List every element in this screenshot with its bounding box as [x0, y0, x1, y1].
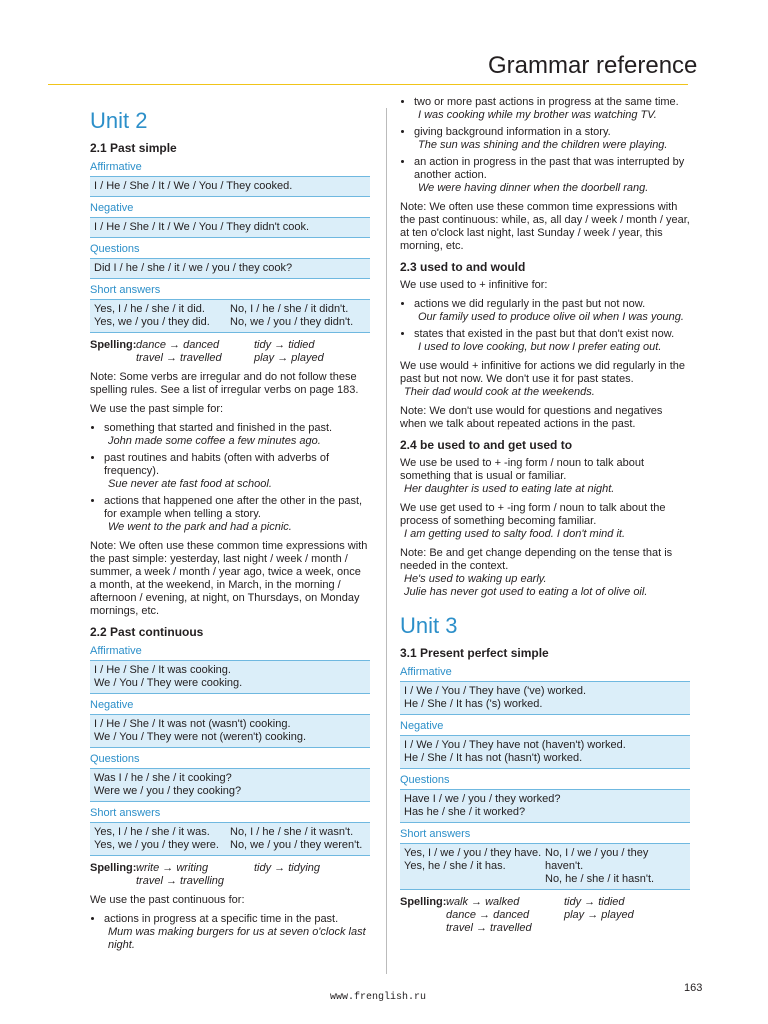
list-item: • states that existed in the past but that don't exist now. I used to love cooking, but now I prefer eating out.	[414, 328, 690, 354]
spelling-block	[90, 339, 370, 365]
example: John made some coffee a few minutes ago.	[108, 435, 321, 447]
example: Sue never ate fast food at school.	[108, 478, 272, 490]
spelling-label: Spelling:	[90, 339, 137, 351]
column-divider	[386, 108, 387, 974]
example: Mum was making burgers for us at seven o'clock last night.	[108, 926, 366, 951]
section-2-3-title: 2.3 used to and would	[400, 260, 526, 274]
short-answers-label: Short answers	[90, 807, 161, 819]
questions-label: Questions	[400, 774, 450, 786]
affirmative-box: I / He / She / It was cooking. We / You / They were cooking.	[90, 660, 370, 694]
example: He's used to waking up early.	[404, 573, 547, 585]
unit-3-title: Unit 3	[400, 613, 458, 638]
example: The sun was shining and the children were playing.	[418, 139, 668, 151]
example: We went to the park and had a picnic.	[108, 521, 292, 533]
example: Their dad would cook at the weekends.	[404, 386, 595, 398]
negative-box: I / He / She / It / We / You / They didn't cook.	[90, 217, 370, 238]
usage-list	[90, 913, 370, 952]
questions-label: Questions	[90, 753, 140, 765]
short-answers-label: Short answers	[400, 828, 471, 840]
usage-intro: We use the past continuous for:	[90, 894, 245, 906]
note: Note: We don't use would for questions and negatives when we talk about repeated actions in the past.	[400, 405, 663, 430]
paragraph: We use used to + infinitive for:	[400, 279, 548, 291]
short-answers-box: Yes, I / he / she / it was. Yes, we / you / they were. No, I / he / she / it wasn't. No, we / you / they weren't.	[90, 822, 370, 856]
unit-2-title: Unit 2	[90, 108, 148, 133]
footer-url: www.frenglish.ru	[330, 992, 427, 1003]
list-item: • something that started and finished in the past. John made some coffee a few minutes ago.	[104, 422, 370, 448]
list-item: • past routines and habits (often with adverbs of frequency). Sue never ate fast food at school.	[104, 452, 370, 491]
list-item: • two or more past actions in progress at the same time. I was cooking while my brother was watching TV.	[414, 96, 690, 122]
page-title: Grammar reference	[488, 52, 698, 79]
spelling-label: Spelling:	[90, 862, 137, 874]
example: We were having dinner when the doorbell rang.	[418, 182, 649, 194]
left-column	[90, 96, 370, 958]
questions-box: Did I / he / she / it / we / you / they cook?	[90, 258, 370, 279]
spelling-item: travel → travelled	[136, 352, 222, 364]
paragraph: We use be used to + -ing form / noun to talk about something that is usual or familiar. Her daughter is used to eating late at night.	[400, 457, 690, 496]
usage-intro: We use the past simple for:	[90, 403, 224, 415]
section-3-1-title: 3.1 Present perfect simple	[400, 646, 549, 660]
short-no-1: No, I / he / she / it didn't.	[230, 303, 349, 315]
short-no-2: No, we / you / they didn't.	[230, 316, 354, 328]
negative-label: Negative	[90, 202, 134, 214]
spelling-block: Spelling: write → writing travel → travelling tidy → tidying	[90, 862, 321, 887]
section-2-4-title: 2.4 be used to and get used to	[400, 438, 573, 452]
example: I was cooking while my brother was watching TV.	[418, 109, 657, 121]
spelling-block: Spelling: walk → walked dance → danced travel → travelled tidy → tidied play → played	[400, 896, 634, 934]
list-item: • actions that happened one after the other in the past, for example when telling a story. We went to the park and had a picnic.	[104, 495, 370, 534]
example: Our family used to produce olive oil when I was young.	[418, 311, 684, 323]
paragraph: We use get used to + -ing form / noun to talk about the process of something becoming familiar. I am getting used to salty food. I don't mind it.	[400, 502, 690, 541]
usage-list	[400, 96, 690, 195]
short-answers-box: Yes, I / we / you / they have. Yes, he / she / it has. No, I / we / you / they haven't. No, he / she / it hasn't.	[400, 843, 690, 890]
example: I am getting used to salty food. I don't mind it.	[404, 528, 625, 540]
short-yes-2: Yes, we / you / they did.	[94, 316, 210, 328]
spelling-item: play → played	[254, 352, 324, 364]
spelling-item: dance → danced	[136, 339, 220, 351]
negative-box: I / He / She / It was not (wasn't) cooking. We / You / They were not (weren't) cooking.	[90, 714, 370, 748]
note: Note: Some verbs are irregular and do not follow these spelling rules. See a list of irregular verbs on page 183.	[90, 371, 359, 396]
title-rule	[48, 84, 688, 85]
section-2-1-title: 2.1 Past simple	[90, 141, 177, 155]
list-item: • actions in progress at a specific time in the past. Mum was making burgers for us at seven o'clock last night.	[104, 913, 370, 952]
short-answers-box	[90, 299, 370, 333]
affirmative-box: I / We / You / They have ('ve) worked. He / She / It has ('s) worked.	[400, 681, 690, 715]
spelling-item: tidy → tidied	[254, 339, 315, 351]
affirmative-label: Affirmative	[90, 645, 142, 657]
list-item: • giving background information in a story. The sun was shining and the children were playing.	[414, 126, 690, 152]
example: Julie has never got used to eating a lot of olive oil.	[404, 586, 648, 598]
right-column	[400, 96, 690, 941]
list-item: • actions we did regularly in the past but not now. Our family used to produce olive oil when I was young.	[414, 298, 690, 324]
short-yes-1: Yes, I / he / she / it did.	[94, 303, 205, 315]
note: Note: Be and get change depending on the tense that is needed in the context. He's used to waking up early. Julie has never got used to eating a lot of olive oil.	[400, 547, 690, 599]
example: Her daughter is used to eating late at night.	[404, 483, 615, 495]
affirmative-label: Affirmative	[400, 666, 452, 678]
negative-label: Negative	[400, 720, 444, 732]
questions-box: Was I / he / she / it cooking? Were we / you / they cooking?	[90, 768, 370, 802]
note: Note: We often use these common time expressions with the past continuous: while, as, all day / week / month / year, at ten o'clock last night, last Sunday / week / year, this morning, etc.	[400, 201, 690, 252]
list-item: • an action in progress in the past that was interrupted by another action. We were having dinner when the doorbell rang.	[414, 156, 690, 195]
short-answers-label: Short answers	[90, 284, 161, 296]
negative-label: Negative	[90, 699, 134, 711]
example: I used to love cooking, but now I prefer eating out.	[418, 341, 662, 353]
usage-list	[90, 422, 370, 534]
affirmative-box: I / He / She / It / We / You / They cooked.	[90, 176, 370, 197]
questions-label: Questions	[90, 243, 140, 255]
usage-list	[400, 298, 690, 354]
paragraph: We use would + infinitive for actions we did regularly in the past but not now. We don't use it for past states. Their dad would cook at the weekends.	[400, 360, 690, 399]
negative-box: I / We / You / They have not (haven't) worked. He / She / It has not (hasn't) worked.	[400, 735, 690, 769]
affirmative-label: Affirmative	[90, 161, 142, 173]
note: Note: We often use these common time expressions with the past simple: yesterday, last night / week / month / summer, a week / month / year ago, twice a week, once a month, at the weekend, in March, in the morning / afternoon / evening, at night, on Thursdays, on Monday mornings, etc.	[90, 540, 368, 617]
section-2-2-title: 2.2 Past continuous	[90, 625, 204, 639]
spelling-label: Spelling:	[400, 896, 447, 908]
questions-box: Have I / we / you / they worked? Has he / she / it worked?	[400, 789, 690, 823]
page-number: 163	[684, 982, 703, 994]
